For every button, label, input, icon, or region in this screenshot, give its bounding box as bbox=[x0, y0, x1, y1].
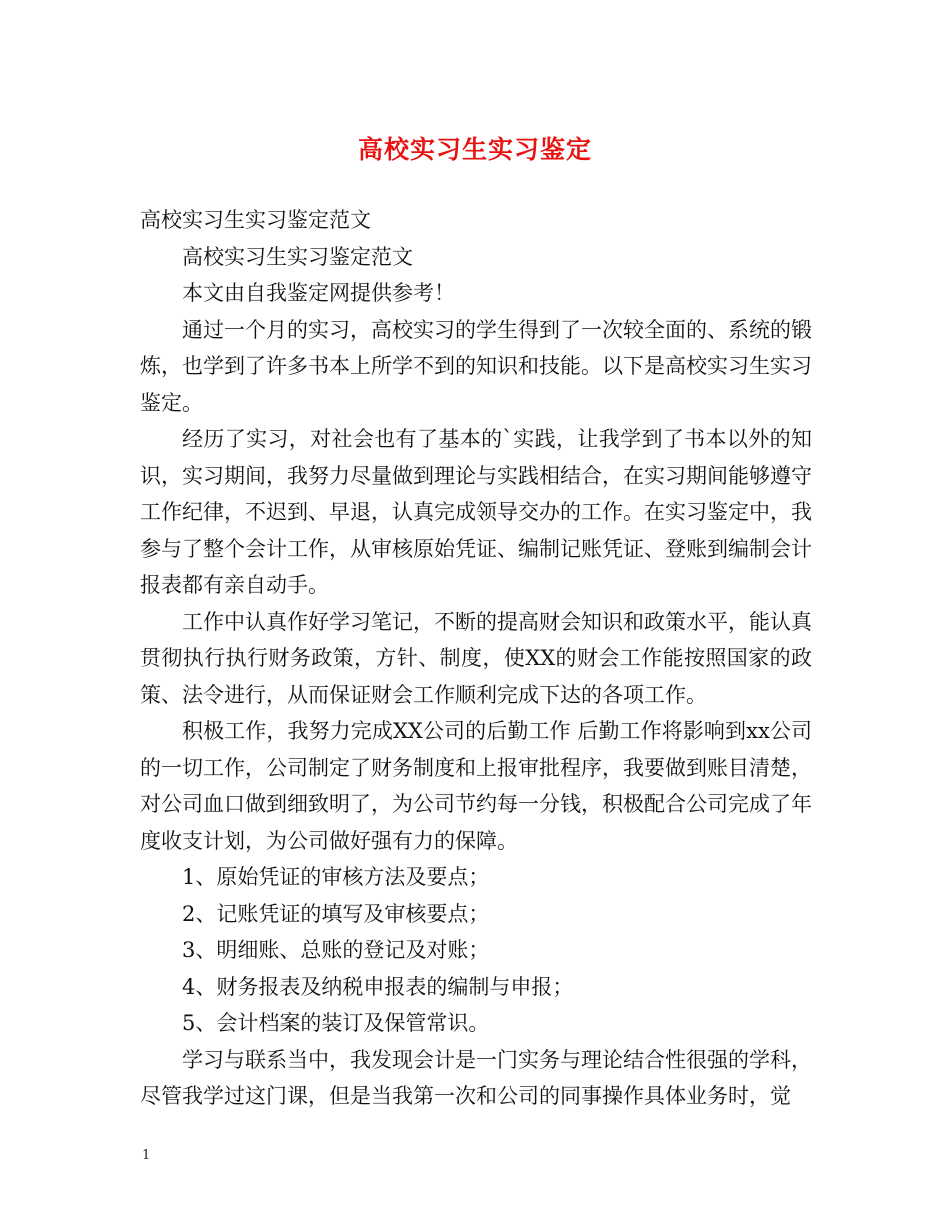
paragraph: 高校实习生实习鉴定范文 bbox=[140, 208, 371, 232]
paragraph: 高校实习生实习鉴定范文 bbox=[182, 244, 413, 269]
paragraph: 积极工作，我努力完成XX公司的后勤工作 后勤工作将影响到xx公司的一切工作，公司制定了财务制度和上报审批程序，我要做到账目清楚，对公司血口做到细致明了，为公司节约每一分钱，积极配合公司完成了年度收支计划，为公司做好强有力的保障。 bbox=[140, 719, 812, 853]
document-body bbox=[140, 202, 812, 1115]
paragraph: 学习与联系当中，我发现会计是一门实务与理论结合性很强的学科，尽管我学过这门课，但是当我第一次和公司的同事操作具体业务时，觉 bbox=[140, 1047, 812, 1108]
list-item: 5、会计档案的装订及保管常识。 bbox=[182, 1011, 490, 1035]
paragraph: 本文由自我鉴定网提供参考！ bbox=[182, 281, 455, 305]
list-item: 2、记账凭证的填写及审核要点； bbox=[182, 901, 490, 926]
paragraph: 通过一个月的实习，高校实习的学生得到了一次较全面的、系统的锻炼，也学到了许多书本上所学不到的知识和技能。以下是高校实习生实习鉴定。 bbox=[140, 317, 812, 415]
list-item: 4、财务报表及纳税申报表的编制与申报； bbox=[182, 974, 574, 999]
page-number: 1 bbox=[142, 1148, 151, 1163]
paragraph: 经历了实习，对社会也有了基本的`实践，让我学到了书本以外的知识，实习期间，我努力尽量做到理论与实践相结合，在实习期间能够遵守工作纪律，不迟到、早退，认真完成领导交办的工作。在实习鉴定中，我参与了整个会计工作，从审核原始凭证、编制记账凭证、登账到编制会计报表都有亲自动手。 bbox=[140, 427, 812, 597]
list-item: 1、原始凭证的审核方法及要点； bbox=[182, 865, 490, 889]
list-item: 3、明细账、总账的登记及对账； bbox=[182, 938, 490, 962]
document-title: 高校实习生实习鉴定 bbox=[357, 135, 592, 164]
paragraph: 工作中认真作好学习笔记，不断的提高财会知识和政策水平，能认真贯彻执行执行财务政策，方针、制度，使XX的财会工作能按照国家的政策、法令进行，从而保证财会工作顺利完成下达的各项工作。 bbox=[140, 609, 812, 707]
